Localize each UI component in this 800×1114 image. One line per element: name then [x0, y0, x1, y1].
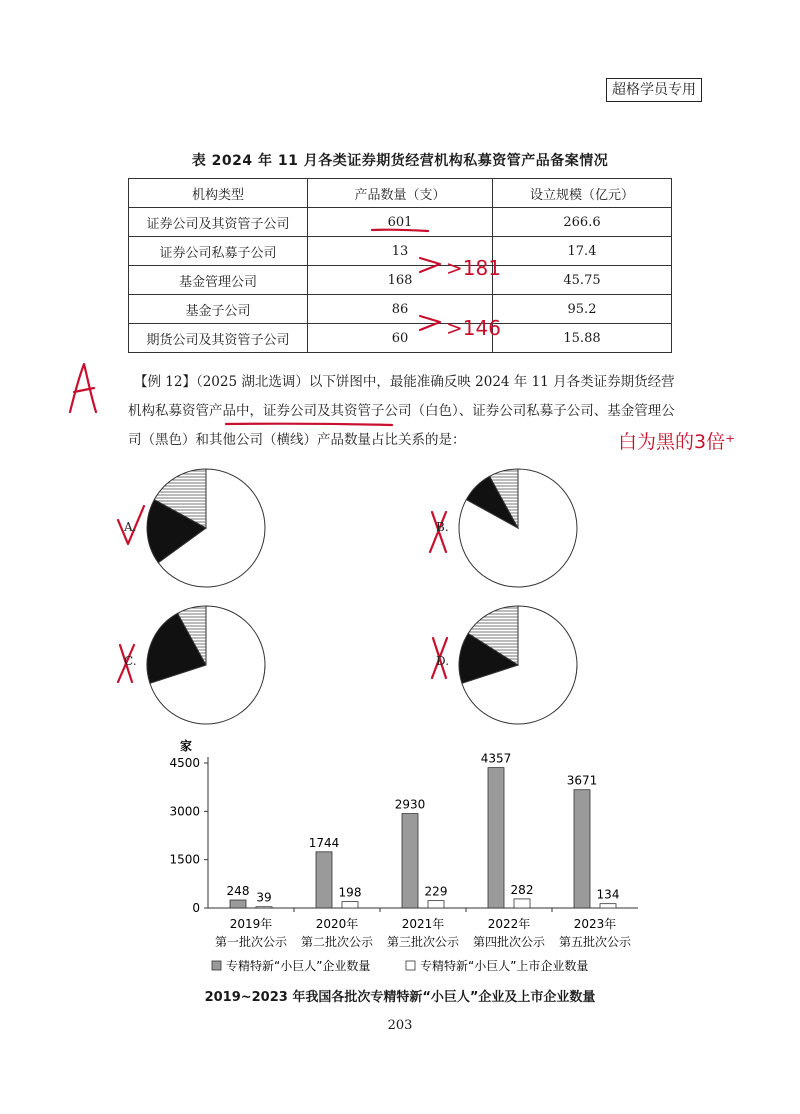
table-row [129, 237, 672, 266]
bar-firms [316, 852, 332, 908]
bar-firms [574, 790, 590, 908]
table-row [129, 324, 672, 353]
question-underlined: 证券公司及其资管子公司（白色） [263, 403, 459, 419]
bar-chart [150, 730, 670, 980]
bar-firms [230, 900, 246, 908]
bar-value-label: 1744 [308, 835, 340, 850]
bar-firms [488, 768, 504, 908]
bar-listed [428, 901, 444, 908]
side-note: 白为黑的3倍⁺ [618, 431, 736, 453]
table-cell: 601 [308, 208, 493, 237]
y-axis-label: 家 [180, 739, 193, 753]
table-cell: 168 [308, 266, 493, 295]
y-tick-label: 0 [192, 901, 200, 915]
x-tick-label: 2019年 [229, 917, 273, 931]
bar-listed [514, 899, 530, 908]
table-title: 表 2024 年 11 月各类证券期货经营机构私募资管产品备案情况 [191, 153, 609, 169]
bar-listed [600, 904, 616, 908]
bar-value-label: 3671 [566, 773, 598, 788]
note-181: >181 [446, 256, 501, 280]
bar-listed [256, 907, 272, 908]
x-tick-label: 2021年 [401, 917, 445, 931]
option-c-label: C. [124, 654, 137, 668]
y-tick-label: 1500 [169, 852, 200, 867]
x-tick-label: 2022年 [487, 917, 531, 931]
table-cell: 266.6 [493, 208, 672, 237]
bar-firms [402, 814, 418, 908]
legend-swatch-listed [406, 961, 415, 970]
table-cell: 15.88 [493, 324, 672, 353]
x-sub-label: 第四批次公示 [472, 935, 546, 949]
page-number: 203 [387, 1018, 413, 1033]
x-tick-label: 2020年 [315, 917, 359, 931]
col-header-type: 机构类型 [129, 179, 308, 208]
legend-swatch-firms [212, 961, 221, 970]
table-cell: 证券公司私募子公司 [129, 237, 308, 266]
y-tick-label: 4500 [169, 756, 200, 770]
x-tick-label: 2023年 [573, 917, 617, 931]
bar-value-label: 198 [338, 885, 362, 900]
x-sub-label: 第三批次公示 [386, 935, 460, 949]
margin-letter-a [70, 364, 96, 412]
table-cell: 17.4 [493, 237, 672, 266]
bar-value-label: 229 [424, 884, 448, 899]
table-cell: 期货公司及其资管子公司 [129, 324, 308, 353]
table-row [129, 295, 672, 324]
col-header-scale: 设立规模（亿元） [493, 179, 672, 208]
table-row [129, 266, 672, 295]
table-row [129, 208, 672, 237]
table-header-row [129, 179, 672, 208]
bar-value-label: 4357 [480, 751, 512, 766]
x-sub-label: 第二批次公示 [300, 935, 374, 949]
question-text [128, 368, 688, 455]
note-146: >146 [446, 316, 501, 340]
pie-option-d[interactable] [457, 604, 579, 726]
pie-option-a[interactable] [145, 467, 267, 589]
pie-option-c[interactable] [145, 604, 267, 726]
legend-label-firms: 专精特新“小巨人”企业数量 [226, 959, 371, 973]
option-b-label: B. [436, 520, 449, 534]
member-only-tag: 超格学员专用 [606, 78, 702, 102]
x-sub-label: 第五批次公示 [558, 935, 632, 949]
table-cell: 45.75 [493, 266, 672, 295]
x-sub-label: 第一批次公示 [214, 935, 288, 949]
table-cell: 证券公司及其资管子公司 [129, 208, 308, 237]
y-tick-label: 3000 [169, 804, 200, 819]
table-cell: 60 [308, 324, 493, 353]
option-d-label: D. [436, 654, 450, 668]
filing-table [128, 178, 672, 353]
bar-value-label: 282 [510, 882, 534, 897]
bar-value-label: 248 [226, 884, 250, 899]
legend-label-listed: 专精特新“小巨人”上市企业数量 [420, 959, 589, 973]
pie-option-b[interactable] [457, 467, 579, 589]
bar-value-label: 39 [256, 890, 272, 905]
option-a-label: A. [124, 520, 137, 534]
table-cell: 86 [308, 295, 493, 324]
chart-title: 2019~2023 年我国各批次专精特新“小巨人”企业及上市企业数量 [204, 990, 596, 1005]
bar-listed [342, 902, 358, 908]
table-cell: 13 [308, 237, 493, 266]
bar-value-label: 2930 [394, 797, 426, 812]
table-cell: 基金管理公司 [129, 266, 308, 295]
question-rest: 、证券公司私募子公司、基金管理公司（黑色）和其他公司（横线）产品数量占比关系的是： [128, 403, 675, 448]
col-header-count: 产品数量（支） [308, 179, 493, 208]
table-cell: 基金子公司 [129, 295, 308, 324]
bar-value-label: 134 [596, 887, 620, 902]
table-cell: 95.2 [493, 295, 672, 324]
question-stem: 【例 12】（2025 湖北选调）以下饼图中，最能准确反映 2024 年 11 月各类证券期货经营机构私募资管产品中， [128, 374, 675, 419]
